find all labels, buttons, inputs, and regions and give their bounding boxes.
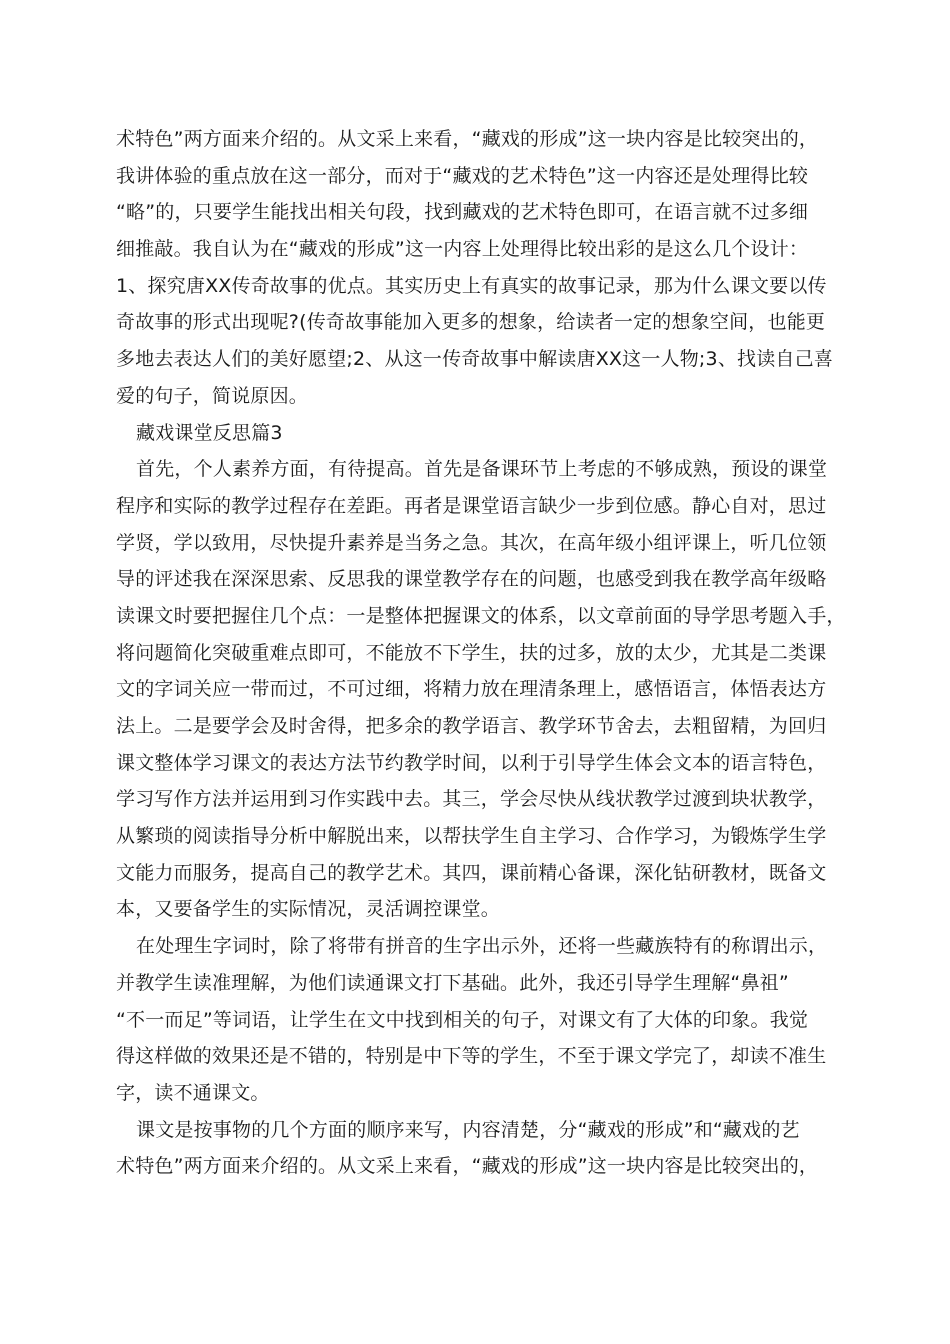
text-line: “不一而足”等词语，让学生在文中找到相关的句子，对课文有了大体的印象。我觉	[116, 1008, 809, 1031]
paragraph-start-line: 首先，个人素养方面，有待提高。首先是备课环节上考虑的不够成熟，预设的课堂	[136, 458, 828, 481]
text-line: “略”的，只要学生能找出相关句段，找到藏戏的艺术特色即可，在语言就不过多细	[116, 201, 809, 224]
text-line: 学习写作方法并运用到习作实践中去。其三，学会尽快从线状教学过渡到块状教学，	[116, 788, 827, 811]
text-line: 文能力而服务，提高自己的教学艺术。其四，课前精心备课，深化钻研教材，既备文	[116, 861, 827, 884]
text-line: 多地去表达人们的美好愿望;2、从这一传奇故事中解读唐XX这一人物;3、找读自己喜	[116, 348, 834, 371]
text-line: 读课文时要把握住几个点：一是整体把握课文的体系，以文章前面的导学思考题入手，	[116, 604, 846, 627]
text-line: 奇故事的形式出现呢?(传奇故事能加入更多的想象，给读者一定的想象空间，也能更	[116, 311, 826, 334]
text-line: 得这样做的效果还是不错的，特别是中下等的学生，不至于课文学完了，却读不准生	[116, 1045, 827, 1068]
text-line: 术特色”两方面来介绍的。从文采上来看，“藏戏的形成”这一块内容是比较突出的，	[116, 1155, 819, 1178]
text-line: 学贤，学以致用，尽快提升素养是当务之急。其次，在高年级小组评课上，听几位领	[116, 531, 827, 554]
text-line: 本，又要备学生的实际情况，灵活调控课堂。	[116, 898, 501, 921]
text-line: 1、探究唐XX传奇故事的优点。其实历史上有真实的故事记录，那为什么课文要以传	[116, 274, 827, 297]
text-line: 法上。二是要学会及时舍得，把多余的教学语言、教学环节舍去，去粗留精，为回归	[116, 715, 827, 737]
text-line: 字，读不通课文。	[116, 1081, 270, 1104]
text-line: 术特色”两方面来介绍的。从文采上来看，“藏戏的形成”这一块内容是比较突出的，	[116, 128, 819, 150]
text-line: 将问题简化突破重难点即可，不能放不下学生，扶的过多，放的太少，尤其是二类课	[116, 641, 827, 664]
text-line: 导的评述我在深深思索、反思我的课堂教学存在的问题，也感受到我在教学高年级略	[116, 568, 827, 591]
paragraph-start-line: 在处理生字词时，除了将带有拼音的生字出示外，还将一些藏族特有的称谓出示，	[136, 935, 828, 958]
text-line: 从繁琐的阅读指导分析中解脱出来，以帮扶学生自主学习、合作学习，为锻炼学生学	[116, 825, 827, 848]
text-line: 程序和实际的教学过程存在差距。再者是课堂语言缺少一步到位感。静心自对，思过	[116, 494, 827, 517]
text-line: 并教学生读准理解，为他们读通课文打下基础。此外，我还引导学生理解“鼻祖”	[116, 971, 789, 994]
paragraph-start-line: 课文是按事物的几个方面的顺序来写，内容清楚，分“藏戏的形成”和“藏戏的艺	[136, 1118, 800, 1141]
text-line: 爱的句子，简说原因。	[116, 384, 309, 407]
text-line: 细推敲。我自认为在“藏戏的形成”这一内容上处理得比较出彩的是这么几个设计：	[116, 238, 809, 261]
text-line: 文的字词关应一带而过，不可过细，将精力放在理清条理上，感悟语言，体悟表达方	[116, 678, 827, 701]
text-line: 课文整体学习课文的表达方法节约教学时间，以利于引导学生体会文本的语言特色，	[116, 751, 827, 774]
section-heading: 藏戏课堂反思篇3	[136, 421, 283, 444]
text-line: 我讲体验的重点放在这一部分，而对于“藏戏的艺术特色”这一内容还是处理得比较	[116, 164, 809, 187]
document-body	[116, 121, 844, 1185]
